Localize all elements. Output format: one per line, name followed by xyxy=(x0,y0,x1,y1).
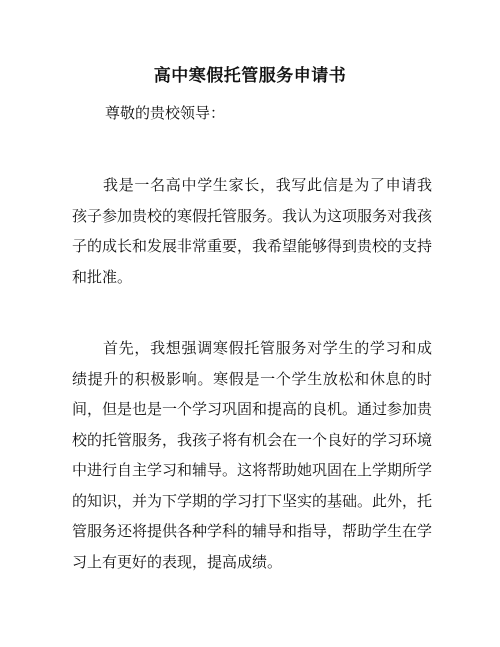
salutation: 尊敬的贵校领导： xyxy=(105,104,226,122)
document-title: 高中寒假托管服务申请书 xyxy=(153,66,347,86)
paragraph-1: 我是一名高中学生家长，我写此信是为了申请我孩子参加贵校的寒假托管服务。我认为这项服务对我孩子的成长和发展非常重要，我希望能够得到贵校的支持和批准。 xyxy=(72,176,433,286)
paragraph-2: 首先，我想强调寒假托管服务对学生的学习和成绩提升的积极影响。寒假是一个学生放松和休息的时间，但是也是一个学习巩固和提高的良机。通过参加贵校的托管服务，我孩子将有机会在一个良好的学习环境中进行自主学习和辅导。这将帮助她巩固在上学期所学的知识，并为下学期的学习打下坚实的基础。此外，托管服务还将提供各种学科的辅导和指导，帮助学生在学习上有更好的表现，提高成绩。 xyxy=(72,339,433,571)
